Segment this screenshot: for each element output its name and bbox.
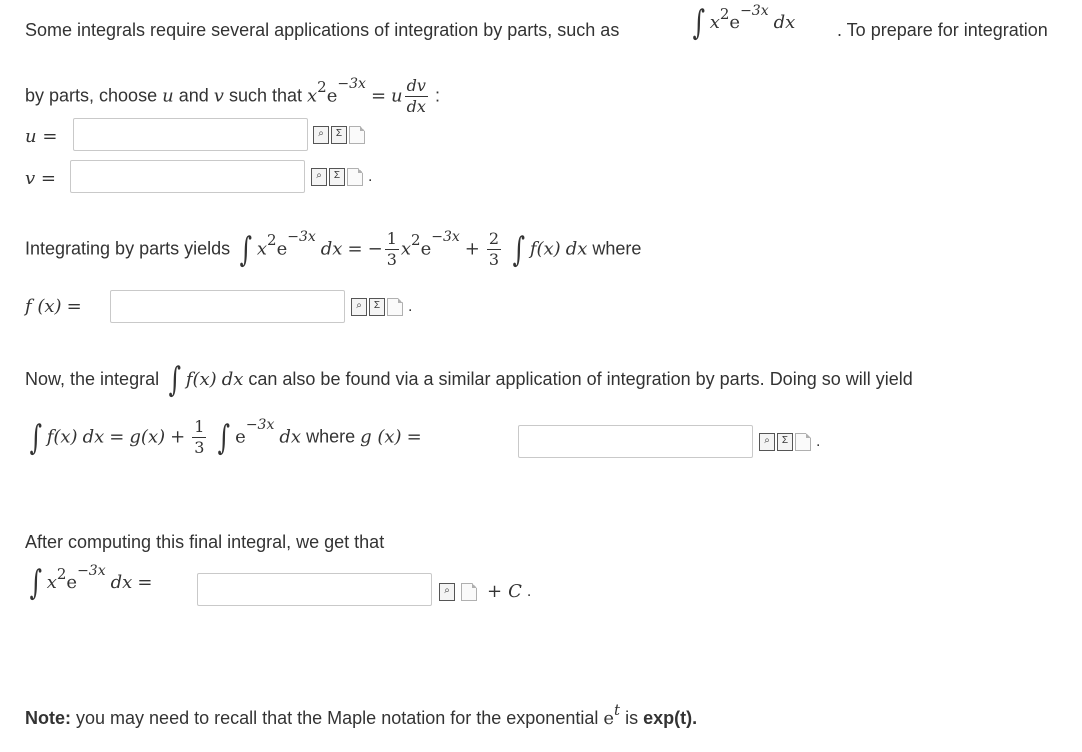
f-label: f (x) = [25,296,82,317]
f-tools: ⌕ Σ . [351,298,412,316]
g-tools: ⌕ Σ . [759,433,820,451]
one-third-fraction: $\frac{1}{3}$ [194,417,205,457]
section4-integral: ∫ $x^2e^{-3x}$ dx = [29,562,153,603]
maple-syntax-page-icon[interactable] [349,126,365,144]
intro-text-after: . To prepare for integration [837,20,1048,40]
v-input[interactable] [70,160,305,193]
preview-icon[interactable]: ⌕ [759,433,775,451]
intro-text: Some integrals require several applications of integration by parts, such as [25,20,620,40]
dv-dx-fraction: $\frac{dv}{dx}$ [406,76,426,116]
intro-line-1 [25,20,619,41]
section4-lead: After computing this final integral, we get that [25,532,385,552]
preview-icon[interactable]: ⌕ [439,583,455,601]
integral-sign: ∫ [692,3,706,43]
final-answer-input[interactable] [197,573,432,606]
v-tools: ⌕ Σ . [311,168,372,186]
maple-syntax-page-icon[interactable] [387,298,403,316]
maple-syntax-page-icon[interactable] [347,168,363,186]
preview-icon[interactable]: ⌕ [311,168,327,186]
two-thirds-fraction: $\frac{2}{3}$ [488,229,500,269]
equation-editor-icon[interactable]: Σ [777,433,793,451]
section3-line-2: ∫ f(x) dx = g(x) + $\frac{1}{3}$ ∫ $e^{-3x}$ dx where g (x) = [29,417,422,458]
note: Note: you may need to recall that the Maple notation for the exponential $e^t$ is exp(t). [25,701,698,729]
one-third-fraction: $\frac{1}{3}$ [386,229,397,269]
maple-syntax-page-icon[interactable] [795,433,811,451]
final-tools: ⌕ + C . [439,581,531,602]
preview-icon[interactable]: ⌕ [313,126,329,144]
intro-line-2: by parts, choose u and v such that $x^2e^{-3x} = u$ $\frac{dv}{dx}$ : [25,76,440,116]
integral-sign: ∫ [239,229,253,270]
g-input[interactable] [518,425,753,458]
u-label: u = [25,126,58,147]
u-input[interactable] [73,118,308,151]
v-label: v = [25,168,56,189]
note-label: Note: [25,708,71,728]
section2-line: Integrating by parts yields ∫ $x^2e^{-3x}$ dx = − $\frac{1}{3}$ $x^2e^{-3x}$ + $\frac{2}{3}$ ∫ f(x) dx where [25,229,642,270]
maple-syntax-page-icon[interactable] [461,583,477,601]
integral-sign: ∫ [512,229,526,270]
integral-sign: ∫ [29,417,43,458]
integral-sign: ∫ [168,360,182,400]
maple-code: exp(t). [643,708,698,728]
u-tools [313,126,365,144]
f-input[interactable] [110,290,345,323]
equation-editor-icon[interactable]: Σ [331,126,347,144]
equation-editor-icon[interactable]: Σ [369,298,385,316]
intro-integral-expression: ∫ $x^2e^{-3x}$ dx [692,2,796,43]
preview-icon[interactable]: ⌕ [351,298,367,316]
section3-line-1: Now, the integral ∫ f(x) dx can also be found via a similar application of integration by parts. Doing so will yield [25,360,913,400]
integral-sign: ∫ [218,417,231,458]
integral-sign: ∫ [29,563,43,603]
equation-editor-icon[interactable]: Σ [329,168,345,186]
